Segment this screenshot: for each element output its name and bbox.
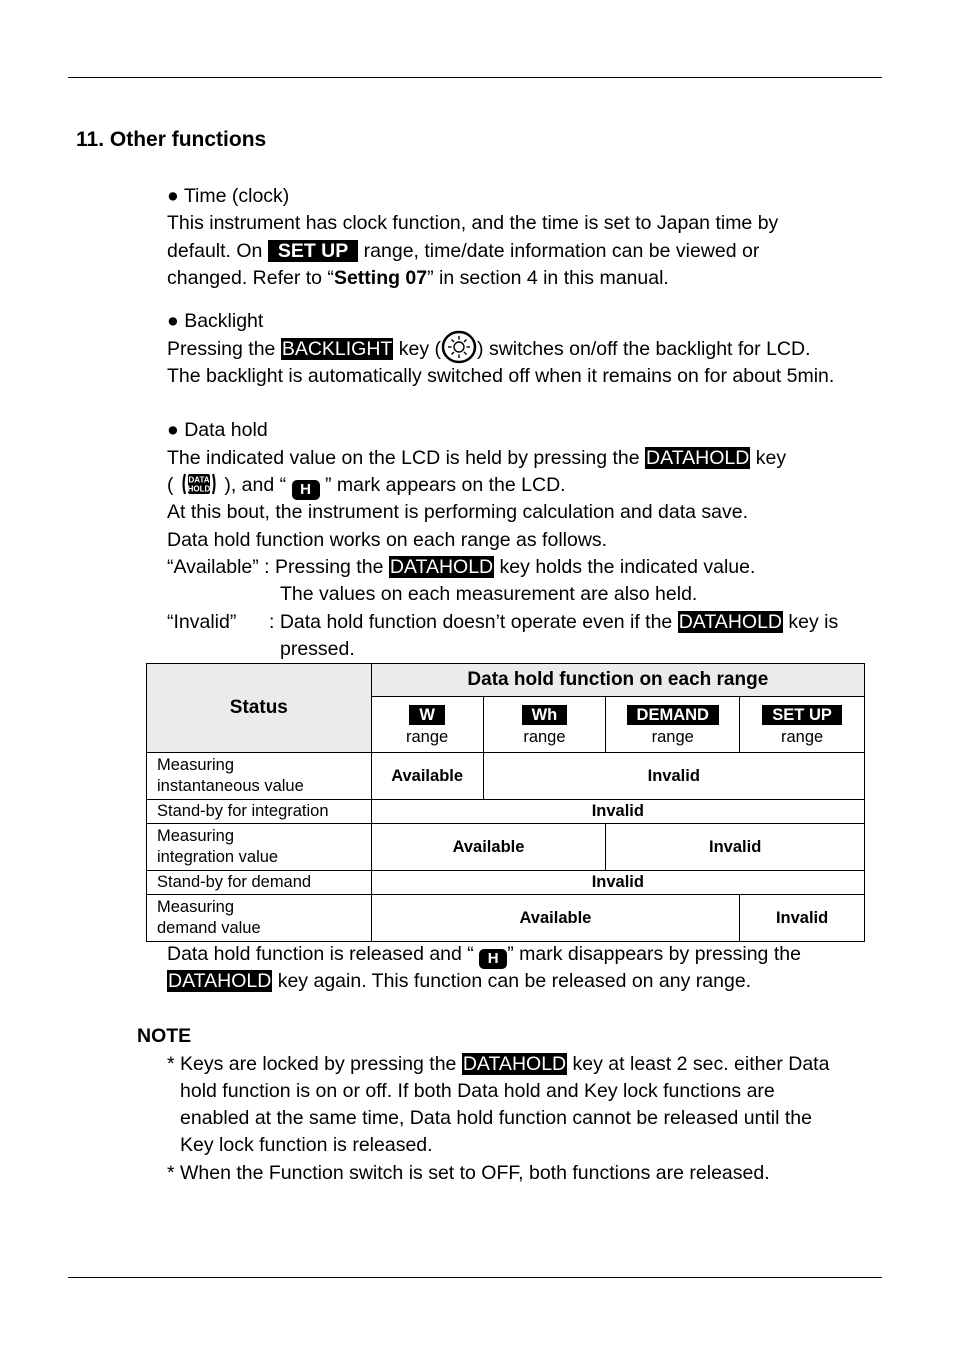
hold-mark-badge: H: [479, 949, 507, 969]
datahold-line-3: At this bout, the instrument is performing calculation and data save.: [167, 501, 748, 523]
text: ) switches on/off the backlight for LCD.: [477, 338, 811, 361]
status-text: integration value: [157, 848, 279, 866]
value-cell: Invalid: [483, 753, 864, 800]
range-wh: [483, 697, 606, 753]
text: : Data hold function doesn’t operate even if the: [269, 611, 678, 633]
hold-mark-badge: H: [292, 480, 320, 500]
status-text: Measuring: [157, 826, 235, 845]
available-def-2: The values on each measurement are also held.: [280, 583, 698, 605]
time-line-3: [167, 265, 669, 292]
datahold-key-icon: [179, 472, 219, 499]
value-cell: Invalid: [371, 871, 864, 895]
backlight-sun-icon: [441, 336, 477, 364]
text: ” mark appears on the LCD.: [319, 474, 566, 496]
status-cell: [147, 753, 372, 800]
available-def: [167, 554, 755, 581]
invalid-def: [269, 609, 838, 636]
backlight-line-1: [167, 336, 811, 364]
group-header: Data hold function on each range: [371, 664, 864, 697]
text: * Keys are locked by pressing the: [167, 1053, 462, 1075]
note-1-line-1: [167, 1051, 829, 1078]
datahold-key-label: DATAHOLD: [389, 556, 494, 578]
datahold-range-table: [146, 663, 865, 942]
invalid-label: “Invalid”: [167, 611, 237, 633]
datahold-key-label: DATAHOLD: [646, 447, 750, 469]
text: changed. Refer to “: [167, 267, 334, 289]
range-w: [371, 697, 483, 753]
status-cell: [147, 824, 372, 871]
bottom-rule: [68, 1277, 882, 1278]
text: “Available” : Pressing the: [167, 556, 389, 578]
datahold-line-4: Data hold function works on each range as follows.: [167, 529, 608, 551]
range-label: SET UP: [762, 705, 842, 725]
text: default. On: [167, 240, 268, 262]
text: key: [750, 447, 787, 469]
backlight-line-2: The backlight is automatically switched off when it remains on for about 5min.: [167, 365, 835, 387]
text: Data hold function is released and “: [167, 943, 480, 965]
datahold-line-1: [167, 445, 786, 472]
time-line-2: [167, 238, 759, 265]
value-cell: Available: [371, 824, 606, 871]
status-text: instantaneous value: [157, 777, 304, 795]
status-header: Status: [147, 664, 372, 753]
note-1-line-2: hold function is on or off. If both Data hold and Key lock functions are: [180, 1080, 775, 1102]
release-line-1: [167, 941, 801, 969]
icon-top-text: DATA: [188, 475, 210, 485]
release-line-2: [167, 968, 751, 995]
text: ” in section 4 in this manual.: [427, 267, 669, 289]
section-title: 11. Other functions: [76, 128, 267, 151]
status-text: demand value: [157, 919, 261, 937]
datahold-heading: ● Data hold: [167, 419, 268, 441]
setting-ref: Setting 07: [333, 267, 428, 289]
icon-bottom-text: HOLD: [187, 484, 211, 494]
text: key holds the indicated value.: [494, 556, 756, 578]
text: (: [167, 474, 179, 496]
table-header-row: [147, 664, 865, 697]
text: range, time/date information can be viewed or: [358, 240, 760, 262]
text: The indicated value on the LCD is held by pressing the: [167, 447, 646, 469]
text: key at least 2 sec. either Data: [567, 1053, 830, 1075]
text: Pressing the: [167, 338, 281, 361]
setup-key-label: SET UP: [268, 240, 358, 262]
range-sub: range: [523, 728, 566, 746]
invalid-def-2: pressed.: [280, 638, 355, 660]
time-line-1: This instrument has clock function, and the time is set to Japan time by: [167, 212, 779, 234]
datahold-line-2: [167, 472, 566, 500]
range-sub: range: [651, 728, 694, 746]
status-cell: Stand-by for demand: [147, 871, 372, 895]
top-rule: [68, 77, 882, 78]
table-row: [147, 800, 865, 824]
range-label: W: [409, 705, 445, 725]
value-cell: Invalid: [740, 895, 865, 942]
value-cell: Invalid: [606, 824, 865, 871]
text: key is: [783, 611, 839, 633]
range-setup: [740, 697, 865, 753]
range-label: Wh: [522, 705, 568, 725]
datahold-key-label: DATAHOLD: [678, 611, 782, 633]
note-1-line-3: enabled at the same time, Data hold function cannot be released until the: [180, 1107, 812, 1129]
value-cell: Available: [371, 753, 483, 800]
text: key (: [393, 338, 442, 361]
backlight-key-label: BACKLIGHT: [281, 338, 393, 361]
time-heading: ● Time (clock): [167, 185, 290, 207]
text: ” mark disappears by pressing the: [507, 943, 801, 965]
table-row: [147, 753, 865, 800]
range-sub: range: [406, 728, 449, 746]
range-demand: [606, 697, 740, 753]
note-title: NOTE: [137, 1025, 192, 1047]
backlight-heading: ● Backlight: [167, 310, 264, 332]
status-cell: Stand-by for integration: [147, 800, 372, 824]
status-text: Measuring: [157, 897, 235, 916]
note-1-line-4: Key lock function is released.: [180, 1134, 433, 1156]
range-label: DEMAND: [627, 705, 719, 725]
table-row: [147, 895, 865, 942]
status-text: Measuring: [157, 755, 235, 774]
text: ), and “: [218, 474, 292, 496]
value-cell: Available: [371, 895, 740, 942]
note-2: * When the Function switch is set to OFF, both functions are released.: [167, 1162, 770, 1184]
range-sub: range: [780, 728, 824, 746]
text: key again. This function can be released on any range.: [272, 970, 752, 992]
datahold-key-label: DATAHOLD: [462, 1053, 567, 1075]
datahold-key-label: DATAHOLD: [168, 970, 272, 992]
table-row: [147, 824, 865, 871]
table-row: [147, 871, 865, 895]
status-cell: [147, 895, 372, 942]
value-cell: Invalid: [371, 800, 864, 824]
